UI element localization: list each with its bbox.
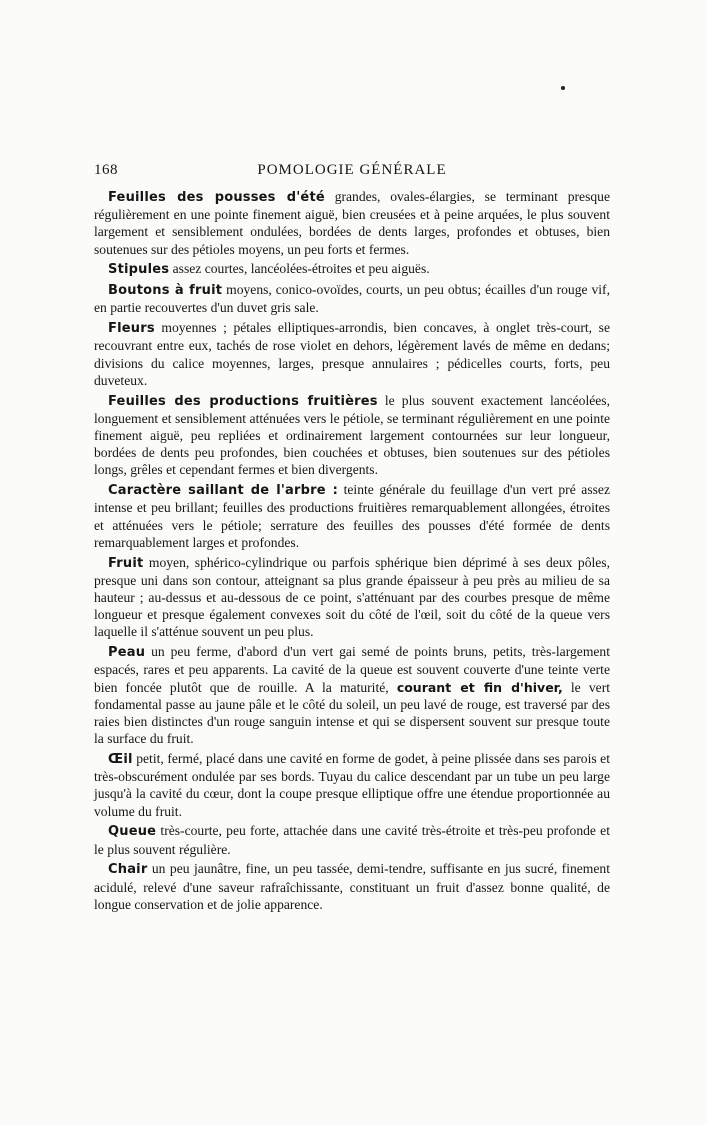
paragraph-tree-character [94, 481, 610, 551]
ripening-season: courant et fin d'hiver, [396, 679, 563, 695]
paragraph-term: Feuilles des pousses d'été [108, 190, 325, 205]
paragraph-fruit [94, 554, 610, 641]
paragraph-term: Boutons à fruit [108, 283, 223, 299]
paragraph-text: moyen, sphérico-cylindrique ou parfois sphérique bien déprimé à ses deux pôles, presque uni dans son contour, atteignant sa plus grande épaisseur à peu près au milieu de sa hauteur ; au-dessus et au-dessous de ce point, s'atténuant par des courbes presque de même longueur et presque également convexes soit du côté de l'œil, soit du côté de la queue vers laquelle il s'atténue souvent un peu plus. [94, 554, 610, 640]
paragraph-text: assez courtes, lancéolées-étroites et peu aiguës. [169, 261, 430, 277]
paragraph-text: moyens, conico-ovoïdes, courts, un peu obtus; écailles d'un rouge vif, en partie recouvertes d'un duvet gris sale. [94, 282, 610, 316]
paragraph-text: très-courte, peu forte, attachée dans une cavité très-étroite et très-peu profonde et le plus souvent régulière. [94, 823, 610, 857]
page-header [94, 162, 610, 182]
paragraph-term: Caractère saillant de l'arbre : [108, 483, 339, 499]
book-page [94, 162, 610, 916]
paragraph-skin [94, 643, 610, 747]
paragraph-text: le vert fondamental passe au jaune pâle et le côté du soleil, un peu lavé de rouge, est traversé par des raies bien distinctes d'un rouge sanguin intense et qui se dispersent souvent sur presque toute la surface du fruit. [94, 679, 611, 747]
paragraph-stipules [94, 260, 610, 278]
paragraph-term: Fruit [108, 555, 144, 571]
paragraph-term: Queue [108, 824, 157, 840]
running-title: POMOLOGIE GÉNÉRALE [257, 162, 447, 178]
paragraph-flesh [94, 860, 610, 913]
paragraph-term: Feuilles des productions fruitières [108, 393, 378, 409]
paragraph-term: Chair [108, 862, 148, 878]
print-speck [561, 86, 565, 90]
paragraph-term: Peau [108, 645, 146, 661]
paragraph-term: Œil [108, 752, 133, 768]
paragraph-summer-leaves [94, 188, 610, 258]
paragraph-text: petit, fermé, placé dans une cavité en forme de godet, à peine plissée dans ses parois et très-obscurément ondulée par ses bords. Tuyau du calice descendant par un tube un peu large jusqu'à la cavité du cœur, dont la coupe presque elliptique offre une étendue proportionnée au volume du fruit. [94, 751, 610, 819]
paragraph-flowers [94, 319, 610, 389]
page-number: 168 [94, 162, 118, 178]
paragraph-text: le plus souvent exactement lancéolées, longuement et sensiblement atténuées vers le pétiole, se terminant régulièrement en une pointe finement aiguë, peu repliées et ordinairement largement contournées sur leur longueur, bordées de dents peu profondes, bien couchées et obtuses, bien soutenues sur des pétioles longs, grêles et cependant fermes et bien divergents. [94, 392, 610, 478]
paragraph-text: teinte générale du feuillage d'un vert pré assez intense et peu brillant; feuilles des productions fruitières remarquablement allongées, étroites et atténuées vers le pétiole; serrature des feuilles des pousses d'été formée de dents remarquablement larges et profondes. [94, 482, 610, 550]
paragraph-term: Fleurs [108, 321, 155, 337]
paragraph-eye [94, 750, 610, 820]
paragraph-text: un peu jaunâtre, fine, un peu tassée, demi-tendre, suffisante en jus sucré, finement acidulé, relevé d'une saveur rafraîchissante, constituant un fruit d'assez bonne qualité, de longue conservation et de jolie apparence. [94, 861, 610, 912]
paragraph-text: moyennes ; pétales elliptiques-arrondis, bien concaves, à onglet très-court, se recouvrant entre eux, tachés de rose violet en dehors, légèrement lavés de même en dedans; divisions du calice moyennes, larges, presque annulaires ; pédicelles courts, forts, peu duveteux. [94, 320, 610, 388]
paragraph-text: un peu ferme, d'abord d'un vert gai semé de points bruns, petits, très-largement espacés, rares et peu apparents. La cavité de la queue est souvent couverte d'une teinte verte bien foncée plutôt que de rouille. A la maturité, [94, 644, 610, 695]
paragraph-fruit-buds [94, 281, 610, 316]
paragraph-fruiting-leaves [94, 392, 610, 479]
paragraph-text: grandes, ovales-élargies, se terminant presque régulièrement en une pointe finement aiguë, bien creusées et à peine arquées, le plus souvent largement et sensiblement ondulées, bordées de dents larges, profondes et obtuses, bien soutenues sur des pétioles moyens, un peu forts et fermes. [94, 189, 610, 257]
paragraph-stalk [94, 822, 610, 857]
paragraph-term: Stipules [108, 262, 170, 278]
